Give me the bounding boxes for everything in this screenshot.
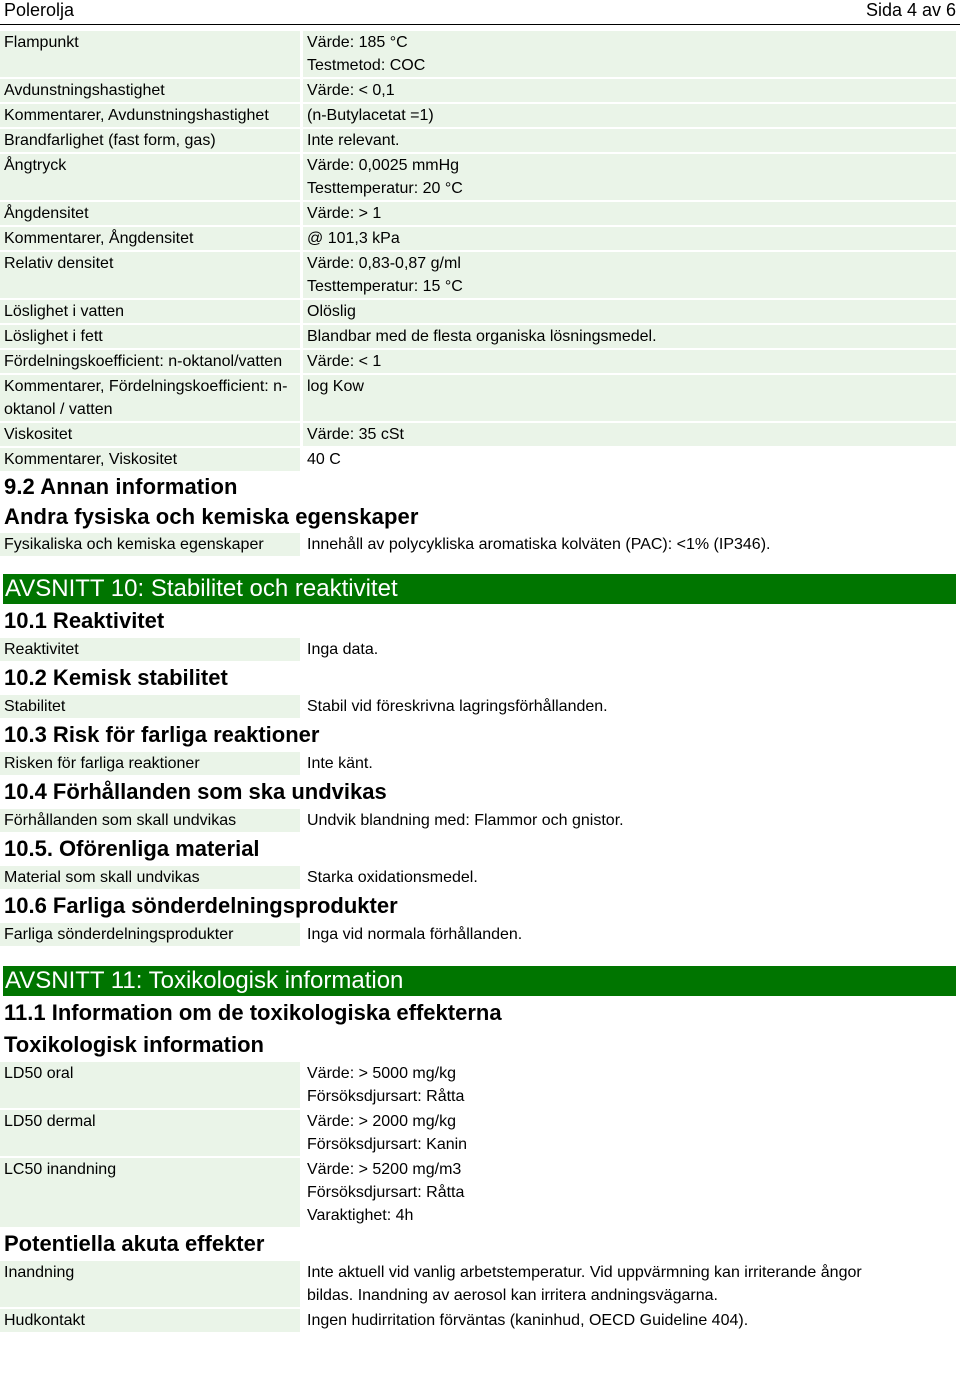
prop-value-line: Värde: > 1 [307,205,382,222]
prop-value-line: Testtemperatur: 20 °C [307,180,463,197]
row-incompatible-materials [0,866,960,889]
prop-value-line: Värde: 0,83-0,87 g/ml [307,255,461,272]
heading-10-6: 10.6 Farliga sönderdelningsprodukter [4,893,398,918]
prop-value [303,227,956,250]
heading-acute-effects: Potentiella akuta effekter [4,1231,265,1256]
prop-value [303,300,956,323]
page-number: Sida 4 av 6 [865,0,956,20]
prop-label: Viskositet [0,423,300,446]
prop-label: Förhållanden som skall undvikas [0,809,300,832]
prop-row-other-properties [0,533,960,556]
prop-row-fat-solubility [0,325,960,348]
section-10-banner: AVSNITT 10: Stabilitet och reaktivitet [3,574,956,604]
prop-value-line: Försöksdjursart: Råtta [307,1088,465,1105]
prop-row-vapour-density-comment [0,227,960,250]
subheading-other-properties: Andra fysiska och kemiska egenskaper [4,504,419,529]
row-skin-contact [0,1309,960,1332]
prop-row-evaporation-rate [0,79,960,102]
prop-row-vapour-pressure [0,154,960,200]
prop-label: LD50 dermal [0,1110,300,1156]
prop-label: Flampunkt [0,31,300,77]
prop-label: Löslighet i fett [0,325,300,348]
prop-value: Inga vid normala förhållanden. [303,923,956,946]
heading-10-4: 10.4 Förhållanden som ska undvikas [4,779,387,804]
prop-value-line: Värde: < 1 [307,353,382,370]
heading-11-1: 11.1 Information om de toxikologiska effekterna [4,1000,502,1025]
prop-label: Inandning [0,1261,300,1307]
prop-value [303,252,956,298]
prop-label: Kommentarer, Viskositet [0,448,300,471]
prop-value-line: Försöksdjursart: Kanin [307,1136,468,1153]
prop-value-line: @ 101,3 kPa [307,230,400,247]
prop-label: Relativ densitet [0,252,300,298]
prop-value: Innehåll av polycykliska aromatiska kolväten (PAC): <1% (IP346). [303,533,956,556]
prop-value: Inga data. [303,638,956,661]
heading-10-1: 10.1 Reaktivitet [4,608,165,633]
row-ld50-dermal [0,1110,960,1156]
row-conditions-to-avoid [0,809,960,832]
row-stability [0,695,960,718]
prop-row-relative-density [0,252,960,298]
prop-value-line: Värde: 35 cSt [307,426,404,443]
prop-value-line: Försöksdjursart: Råtta [307,1184,465,1201]
prop-value [303,350,956,373]
section-11-banner: AVSNITT 11: Toxikologisk information [3,966,956,996]
section-heading-9-2: 9.2 Annan information [4,474,238,499]
prop-row-viscosity-comment [0,448,960,471]
prop-label: Löslighet i vatten [0,300,300,323]
prop-row-viscosity [0,423,960,446]
prop-value [303,423,956,446]
prop-value [303,31,956,77]
prop-value-line: Blandbar med de flesta organiska lösningsmedel. [307,328,657,345]
prop-value: Starka oxidationsmedel. [303,866,956,889]
prop-value: Undvik blandning med: Flammor och gnistor. [303,809,956,832]
prop-label: Reaktivitet [0,638,300,661]
prop-value [303,1261,956,1307]
prop-value [303,1309,956,1332]
prop-label: Risken för farliga reaktioner [0,752,300,775]
prop-row-vapour-density [0,202,960,225]
prop-value [303,202,956,225]
prop-label: Material som skall undvikas [0,866,300,889]
prop-value-line: Värde: 0,0025 mmHg [307,157,460,174]
prop-value-line: Testmetod: COC [307,57,426,74]
prop-value [303,129,956,152]
prop-value-line: log Kow [307,378,364,395]
prop-row-evaporation-comment [0,104,960,127]
prop-label: Ångtryck [0,154,300,200]
product-name: Polerolja [4,0,75,20]
prop-value-line: Värde: > 2000 mg/kg [307,1113,456,1130]
prop-value-line: Inte relevant. [307,132,400,149]
prop-value-line: Varaktighet: 4h [307,1207,414,1224]
prop-value [303,104,956,127]
prop-value [303,1062,956,1108]
row-reactivity [0,638,960,661]
prop-value [303,325,956,348]
prop-value-line: Värde: < 0,1 [307,82,395,99]
prop-value-line: Värde: > 5200 mg/m3 [307,1161,462,1178]
prop-value [303,154,956,200]
row-hazardous-reactions [0,752,960,775]
prop-label: Brandfarlighet (fast form, gas) [0,129,300,152]
prop-value-line: Inte aktuell vid vanlig arbetstemperatur. Vid uppvärmning kan irriterande ångor [307,1264,862,1281]
prop-row-water-solubility [0,300,960,323]
prop-label: Fysikaliska och kemiska egenskaper [0,533,300,556]
prop-value-line: Testtemperatur: 15 °C [307,278,463,295]
row-decomposition-products [0,923,960,946]
prop-row-flash-point [0,31,960,77]
prop-row-partition-comment [0,375,960,421]
prop-label: Ångdensitet [0,202,300,225]
prop-label: Fördelningskoefficient: n-oktanol/vatten [0,350,300,373]
prop-label: Avdunstningshastighet [0,79,300,102]
prop-label: Kommentarer, Fördelningskoefficient: n-oktanol / vatten [0,375,300,421]
subheading-tox-info: Toxikologisk information [4,1032,264,1057]
prop-value-line: Värde: 185 °C [307,34,408,51]
prop-label: Hudkontakt [0,1309,300,1332]
prop-label: Kommentarer, Ångdensitet [0,227,300,250]
prop-value: Stabil vid föreskrivna lagringsförhållanden. [303,695,956,718]
prop-value-line: bildas. Inandning av aerosol kan irritera andningsvägarna. [307,1287,718,1304]
prop-value-line: (n-Butylacetat =1) [307,107,434,124]
row-inhalation [0,1261,960,1307]
heading-10-3: 10.3 Risk för farliga reaktioner [4,722,320,747]
prop-label: LD50 oral [0,1062,300,1108]
prop-row-flammability [0,129,960,152]
prop-label: Kommentarer, Avdunstningshastighet [0,104,300,127]
row-ld50-oral [0,1062,960,1108]
prop-value-line: Värde: > 5000 mg/kg [307,1065,456,1082]
prop-value-line: 40 C [307,451,341,468]
prop-value [303,1158,956,1227]
prop-value-line: Ingen hudirritation förväntas (kaninhud, OECD Guideline 404). [307,1312,749,1329]
heading-10-2: 10.2 Kemisk stabilitet [4,665,228,690]
prop-value [303,375,956,421]
prop-value-line: Olöslig [307,303,356,320]
prop-label: Farliga sönderdelningsprodukter [0,923,300,946]
prop-label: Stabilitet [0,695,300,718]
row-lc50-inhalation [0,1158,960,1227]
prop-label: LC50 inandning [0,1158,300,1227]
page-header [0,0,960,25]
prop-value: Inte känt. [303,752,956,775]
prop-value [303,448,956,471]
prop-value [303,1110,956,1156]
prop-value [303,79,956,102]
heading-10-5: 10.5. Oförenliga material [4,836,260,861]
prop-row-partition-coefficient [0,350,960,373]
